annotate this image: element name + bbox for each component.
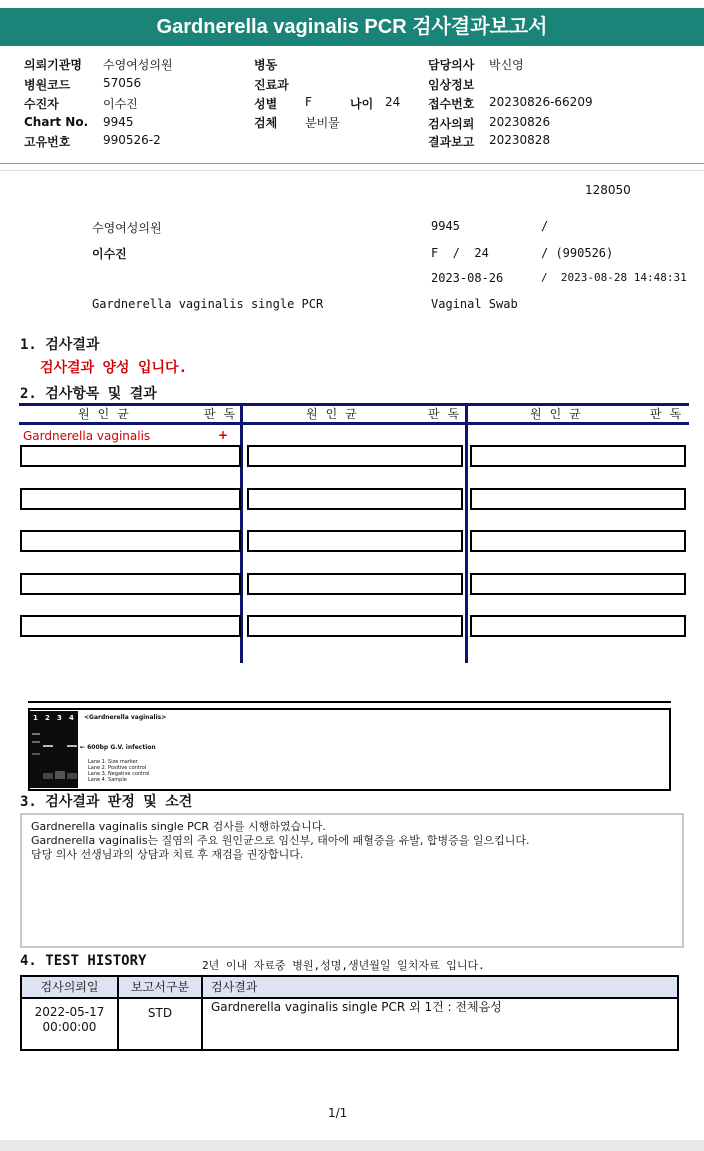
sex-label: 성별 bbox=[254, 97, 278, 111]
section4-title: 4. TEST HISTORY bbox=[20, 953, 147, 969]
section2-title: 2. 검사항목 및 결과 bbox=[20, 386, 157, 402]
gel-band bbox=[32, 741, 40, 743]
summary-test-name: Gardnerella vaginalis single PCR bbox=[92, 297, 324, 311]
summary-institution: 수영여성의원 bbox=[92, 221, 162, 235]
institution-label: 의뢰기관명 bbox=[24, 58, 82, 72]
remark-line: 담당 의사 선생님과의 상담과 치료 후 재검을 권장합니다. bbox=[31, 848, 304, 861]
chart-value: 9945 bbox=[103, 115, 134, 129]
summary-request-date: 2023-08-26 bbox=[431, 271, 504, 285]
result-box bbox=[470, 530, 686, 552]
section3-title: 3. 검사결과 판정 및 소견 bbox=[20, 794, 193, 810]
sex-value: F bbox=[305, 95, 312, 109]
chart-label: Chart No. bbox=[24, 115, 89, 129]
result-box bbox=[470, 445, 686, 467]
summary-unique: / (990526) bbox=[541, 246, 614, 260]
result-box bbox=[247, 615, 463, 637]
gel-band bbox=[43, 745, 53, 747]
unique-value: 990526-2 bbox=[103, 133, 161, 147]
unique-label: 고유번호 bbox=[24, 135, 71, 149]
history-header-result: 검사결과 bbox=[203, 977, 677, 997]
remark-box bbox=[20, 813, 684, 948]
col-judgement-header: 판독 bbox=[204, 407, 244, 421]
age-label: 나이 bbox=[350, 97, 374, 111]
gel-top-rule bbox=[28, 701, 671, 703]
table-header-rule bbox=[19, 422, 689, 425]
result-box bbox=[247, 530, 463, 552]
history-note: 2년 이내 자료중 병원,성명,생년월일 일치자료 입니다. bbox=[202, 959, 485, 972]
result-box bbox=[20, 573, 241, 595]
request-value: 20230826 bbox=[489, 115, 551, 129]
report-date-label: 결과보고 bbox=[428, 135, 475, 149]
gel-legend-item: Lane 4. Sample bbox=[88, 777, 127, 783]
summary-slash: / bbox=[541, 219, 549, 233]
header-divider bbox=[0, 163, 704, 164]
history-row-type: STD bbox=[147, 1006, 173, 1020]
col-organism-header: 원인균 bbox=[78, 407, 137, 421]
col-judgement-header: 판독 bbox=[428, 407, 468, 421]
patient-value: 이수진 bbox=[103, 97, 138, 111]
history-header-type: 보고서구분 bbox=[119, 977, 201, 997]
summary-specimen: Vaginal Swab bbox=[431, 297, 518, 311]
history-row-date: 2022-05-17 bbox=[34, 1005, 105, 1019]
remark-line: Gardnerella vaginalis single PCR 검사를 시행하였습니다. bbox=[31, 820, 326, 833]
history-table bbox=[20, 975, 679, 1051]
result-box bbox=[247, 445, 463, 467]
history-col-divider bbox=[201, 977, 203, 1049]
gel-arrow-label: ← 600bp G.V. infection bbox=[80, 744, 156, 751]
ward-label: 병동 bbox=[254, 58, 278, 72]
result-box bbox=[470, 573, 686, 595]
clinical-label: 임상정보 bbox=[428, 78, 475, 92]
col-organism-header: 원인균 bbox=[530, 407, 589, 421]
result-box bbox=[20, 615, 241, 637]
remark-line: Gardnerella vaginalis는 질염의 주요 원인균으로 임신부, 태아에 패혈증을 유발, 합병증을 일으킵니다. bbox=[31, 834, 530, 847]
lane-number: 2 bbox=[45, 714, 50, 722]
request-label: 검사의뢰 bbox=[428, 117, 475, 131]
history-row-time: 00:00:00 bbox=[42, 1020, 97, 1034]
lane-number: 3 bbox=[57, 714, 62, 722]
table-col-divider bbox=[465, 403, 468, 663]
gel-band bbox=[67, 773, 77, 779]
section1-title: 1. 검사결과 bbox=[20, 337, 100, 353]
hospital-code-label: 병원코드 bbox=[24, 78, 71, 92]
lane-number: 4 bbox=[69, 714, 74, 722]
col-organism-header: 원인균 bbox=[306, 407, 365, 421]
specimen-value: 분비물 bbox=[305, 116, 340, 130]
gel-band bbox=[67, 745, 77, 747]
result-box bbox=[247, 573, 463, 595]
hospital-code-value: 57056 bbox=[103, 76, 142, 90]
gel-legend-item: Lane 3. Negative control bbox=[88, 771, 150, 777]
header-divider-light bbox=[0, 170, 704, 171]
doctor-label: 담당의사 bbox=[428, 58, 475, 72]
result-box bbox=[20, 530, 241, 552]
result-box bbox=[470, 615, 686, 637]
page-number: 1/1 bbox=[328, 1106, 348, 1120]
summary-code: 128050 bbox=[585, 183, 631, 197]
gel-band bbox=[32, 753, 40, 755]
gel-band bbox=[55, 771, 65, 779]
gel-band bbox=[32, 733, 40, 735]
gel-electrophoresis-image bbox=[30, 711, 78, 788]
receipt-value: 20230826-66209 bbox=[489, 95, 593, 109]
lane-number: 1 bbox=[33, 714, 38, 722]
history-row-result: Gardnerella vaginalis single PCR 외 1건 : 전체음성 bbox=[211, 1000, 502, 1014]
organism-result-mark: + bbox=[218, 428, 229, 442]
result-box bbox=[20, 488, 241, 510]
gel-legend-item: Lane 1. Size marker bbox=[88, 759, 138, 765]
page-bottom-band bbox=[0, 1140, 704, 1151]
summary-patient: 이수진 bbox=[92, 247, 127, 261]
gel-band bbox=[43, 773, 53, 779]
result-box bbox=[20, 445, 241, 467]
result-box bbox=[470, 488, 686, 510]
col-judgement-header: 판독 bbox=[650, 407, 690, 421]
report-date-value: 20230828 bbox=[489, 133, 551, 147]
gel-legend-item: Lane 2. Positive control bbox=[88, 765, 147, 771]
organism-name: Gardnerella vaginalis bbox=[23, 429, 151, 443]
positive-result-text: 검사결과 양성 입니다. bbox=[40, 360, 188, 376]
patient-label: 수진자 bbox=[24, 97, 59, 111]
summary-report-datetime: / 2023-08-28 14:48:31 bbox=[541, 271, 687, 284]
doctor-value: 박신영 bbox=[489, 58, 524, 72]
dept-label: 진료과 bbox=[254, 78, 289, 92]
summary-chart: 9945 bbox=[431, 219, 460, 233]
gel-title: <Gardnerella vaginalis> bbox=[84, 714, 167, 721]
age-value: 24 bbox=[385, 95, 401, 109]
report-title: Gardnerella vaginalis PCR 검사결과보고서 bbox=[0, 8, 704, 46]
result-box bbox=[247, 488, 463, 510]
history-header-date: 검사의뢰일 bbox=[22, 977, 117, 997]
specimen-label: 검체 bbox=[254, 116, 278, 130]
institution-value: 수영여성의원 bbox=[103, 58, 173, 72]
summary-sex-age: F / 24 bbox=[431, 246, 489, 260]
receipt-label: 접수번호 bbox=[428, 97, 475, 111]
